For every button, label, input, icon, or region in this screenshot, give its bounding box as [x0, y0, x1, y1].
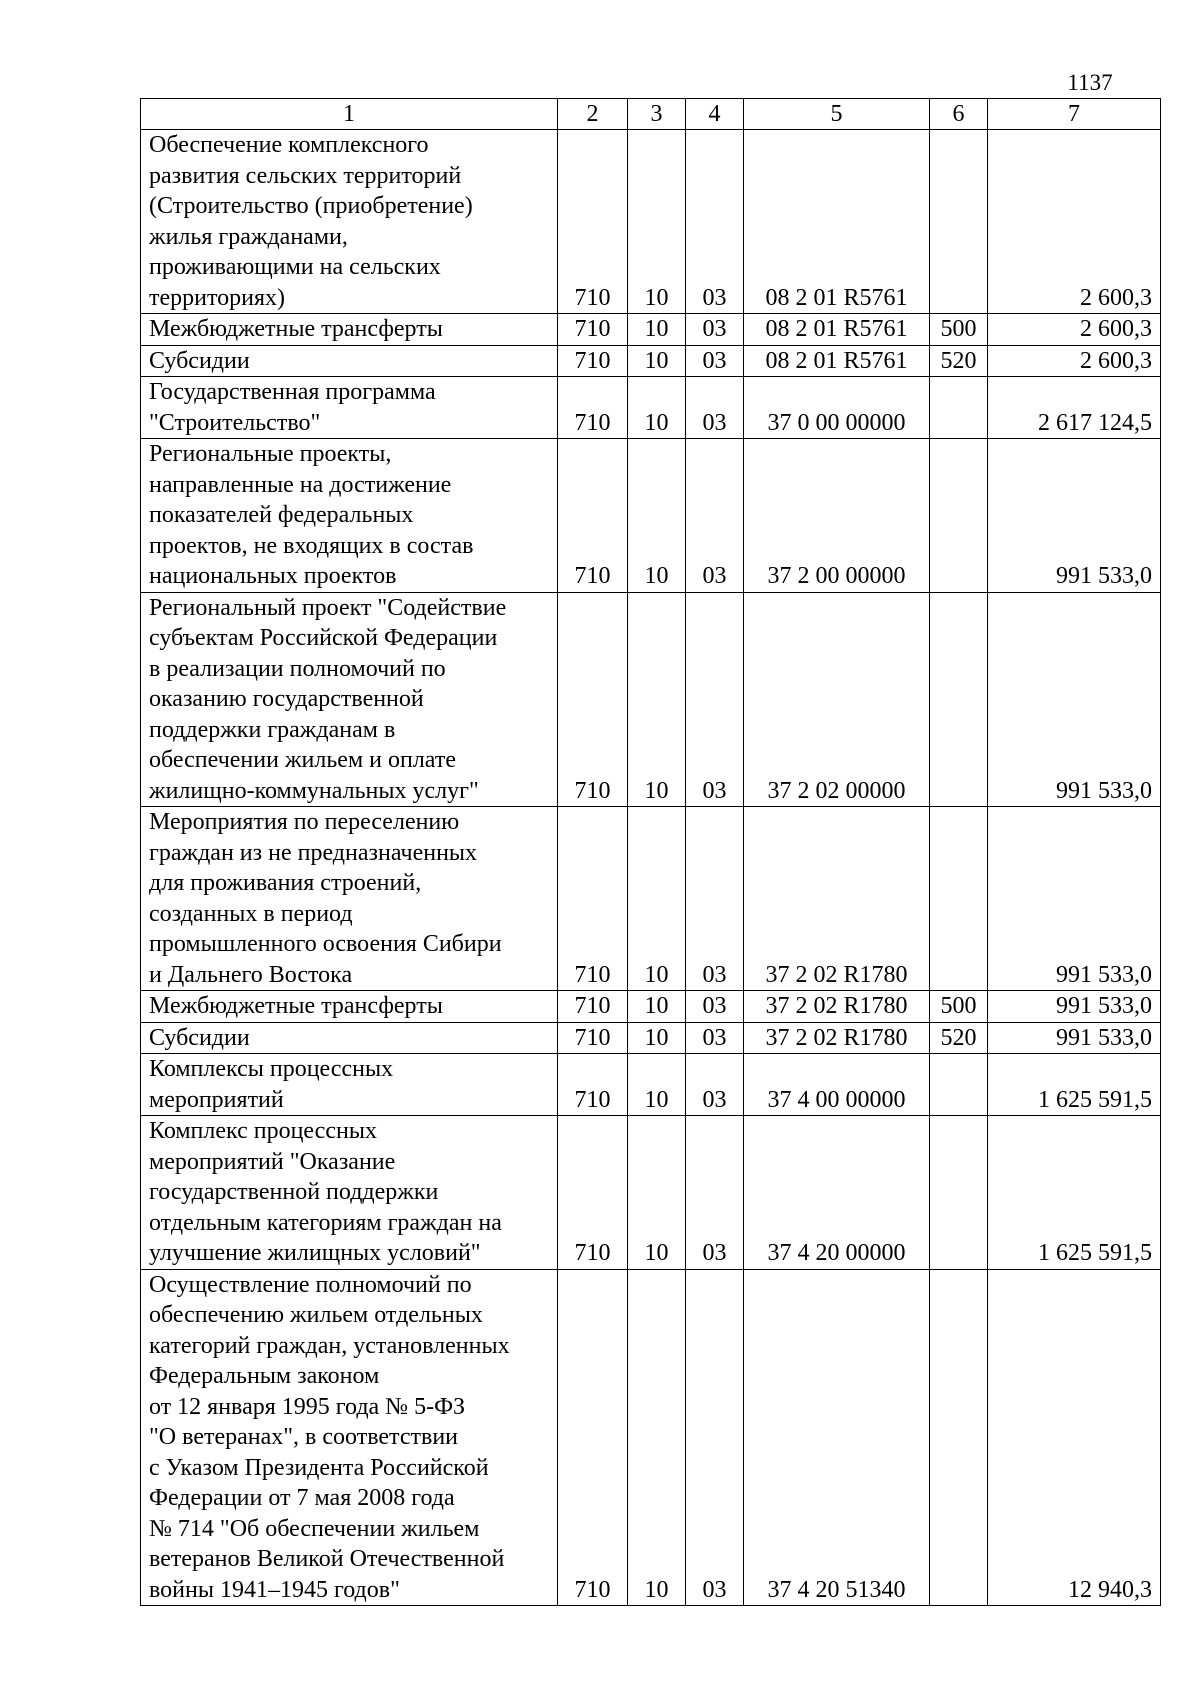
section-code-cell: 10 — [628, 991, 686, 1023]
row-name-line: Мероприятия по переселению — [149, 809, 460, 835]
row-name-line: территориях) — [149, 284, 286, 311]
row-name-line: Государственная программа — [149, 379, 436, 405]
header-col-7: 7 — [988, 99, 1161, 130]
amount-cell: 2 617 124,5 — [988, 377, 1161, 439]
row-name-line: категорий граждан, установленных — [149, 1332, 510, 1359]
amount-cell: 991 533,0 — [988, 439, 1161, 593]
ministry-code-cell: 710 — [558, 345, 628, 377]
row-name-line: обеспечению жильем отдельных — [149, 1302, 483, 1328]
table-row — [141, 592, 1161, 807]
section-code-cell: 10 — [628, 1054, 686, 1116]
table-row — [141, 1116, 1161, 1270]
section-code-cell: 10 — [628, 130, 686, 314]
subsection-code-cell: 03 — [686, 991, 744, 1023]
amount-cell: 1 625 591,5 — [988, 1054, 1161, 1116]
row-name-line: с Указом Президента Российской — [149, 1454, 489, 1481]
expense-type-cell: 520 — [930, 1022, 988, 1054]
section-code-cell: 10 — [628, 439, 686, 593]
header-col-6: 6 — [930, 99, 988, 130]
section-code-cell: 10 — [628, 1022, 686, 1054]
target-article-cell: 37 2 02 R1780 — [744, 1022, 930, 1054]
row-name-cell — [141, 592, 558, 807]
subsection-code-cell: 03 — [686, 1054, 744, 1116]
row-name-cell — [141, 1054, 558, 1116]
ministry-code-cell: 710 — [558, 314, 628, 346]
subsection-code-cell: 03 — [686, 1116, 744, 1270]
row-name-cell — [141, 807, 558, 991]
expense-type-cell — [930, 130, 988, 314]
ministry-code-cell: 710 — [558, 807, 628, 991]
row-name-line: войны 1941–1945 годов" — [149, 1576, 400, 1603]
amount-cell: 991 533,0 — [988, 991, 1161, 1023]
target-article-cell: 37 2 02 R1780 — [744, 991, 930, 1023]
amount-cell: 2 600,3 — [988, 314, 1161, 346]
row-name-line: Федеральным законом — [149, 1363, 380, 1389]
header-col-1: 1 — [141, 99, 558, 130]
row-name-line: Региональный проект "Содействие — [149, 594, 507, 621]
row-name-line: отдельным категориям граждан на — [149, 1209, 502, 1236]
subsection-code-cell: 03 — [686, 592, 744, 807]
amount-cell: 991 533,0 — [988, 807, 1161, 991]
row-name-cell — [141, 377, 558, 439]
ministry-code-cell: 710 — [558, 439, 628, 593]
row-name-line: жилья гражданами, — [149, 223, 348, 250]
subsection-code-cell: 03 — [686, 1022, 744, 1054]
expense-type-cell — [930, 377, 988, 439]
table-row — [141, 314, 1161, 346]
table-row — [141, 1269, 1161, 1606]
expense-type-cell — [930, 1116, 988, 1270]
ministry-code-cell: 710 — [558, 377, 628, 439]
row-name-line: Комплекс процессных — [149, 1118, 377, 1144]
row-name-line: национальных проектов — [149, 563, 397, 589]
section-code-cell: 10 — [628, 314, 686, 346]
row-name-line: "Строительство" — [149, 409, 321, 436]
row-name-line: созданных в период — [149, 900, 353, 927]
amount-cell: 2 600,3 — [988, 130, 1161, 314]
row-name-cell — [141, 1116, 558, 1270]
section-code-cell: 10 — [628, 592, 686, 807]
target-article-cell: 37 2 02 R1780 — [744, 807, 930, 991]
ministry-code-cell: 710 — [558, 1116, 628, 1270]
table-row — [141, 130, 1161, 314]
row-name-line: поддержки гражданам в — [149, 716, 396, 743]
amount-cell: 12 940,3 — [988, 1269, 1161, 1606]
expense-type-cell: 500 — [930, 314, 988, 346]
target-article-cell: 37 4 20 51340 — [744, 1269, 930, 1606]
row-name-line: "О ветеранах", в соответствии — [149, 1424, 458, 1450]
row-name-cell — [141, 314, 558, 346]
amount-cell: 2 600,3 — [988, 345, 1161, 377]
expense-type-cell — [930, 1269, 988, 1606]
row-name-line: обеспечении жильем и оплате — [149, 747, 456, 773]
row-name-cell — [141, 130, 558, 314]
row-name-line: Федерации от 7 мая 2008 года — [149, 1485, 455, 1511]
table-row — [141, 807, 1161, 991]
row-name-line: Осуществление полномочий по — [149, 1271, 472, 1298]
target-article-cell: 37 4 20 00000 — [744, 1116, 930, 1270]
section-code-cell: 10 — [628, 1116, 686, 1270]
row-name-line: государственной поддержки — [149, 1179, 439, 1205]
row-name-cell — [141, 439, 558, 593]
ministry-code-cell: 710 — [558, 1022, 628, 1054]
row-name-cell — [141, 1269, 558, 1606]
row-name-line: улучшение жилищных условий" — [149, 1240, 481, 1266]
page-number: 1137 — [1067, 70, 1113, 95]
row-name-cell — [141, 1022, 558, 1054]
row-name-line: в реализации полномочий по — [149, 655, 446, 682]
header-col-3: 3 — [628, 99, 686, 130]
header-col-4: 4 — [686, 99, 744, 130]
row-name-line: развития сельских территорий — [149, 162, 462, 189]
row-name-line: показателей федеральных — [149, 502, 414, 528]
row-name-line: проектов, не входящих в состав — [149, 532, 474, 559]
target-article-cell: 37 0 00 00000 — [744, 377, 930, 439]
row-name-line: № 714 "Об обеспечении жильем — [149, 1515, 480, 1542]
expense-type-cell — [930, 592, 988, 807]
table-row — [141, 345, 1161, 377]
subsection-code-cell: 03 — [686, 1269, 744, 1606]
row-name-line: граждан из не предназначенных — [149, 839, 478, 866]
target-article-cell: 37 4 00 00000 — [744, 1054, 930, 1116]
target-article-cell: 37 2 00 00000 — [744, 439, 930, 593]
row-name-line: субъектам Российской Федерации — [149, 625, 498, 651]
section-code-cell: 10 — [628, 1269, 686, 1606]
row-name-line: Субсидии — [149, 1024, 250, 1051]
row-name-cell — [141, 345, 558, 377]
subsection-code-cell: 03 — [686, 377, 744, 439]
subsection-code-cell: 03 — [686, 130, 744, 314]
table-row — [141, 1054, 1161, 1116]
budget-table — [140, 98, 1161, 1606]
table-row — [141, 439, 1161, 593]
ministry-code-cell: 710 — [558, 592, 628, 807]
table-row — [141, 377, 1161, 439]
row-name-line: (Строительство (приобретение) — [149, 193, 473, 219]
amount-cell: 991 533,0 — [988, 592, 1161, 807]
row-name-line: и Дальнего Востока — [149, 961, 353, 988]
row-name-line: для проживания строений, — [149, 870, 422, 896]
row-name-line: Межбюджетные трансферты — [149, 316, 443, 342]
expense-type-cell — [930, 1054, 988, 1116]
row-name-line: мероприятий "Оказание — [149, 1148, 396, 1175]
row-name-line: Обеспечение комплексного — [149, 132, 429, 158]
ministry-code-cell: 710 — [558, 991, 628, 1023]
target-article-cell: 08 2 01 R5761 — [744, 314, 930, 346]
expense-type-cell: 520 — [930, 345, 988, 377]
row-name-line: оказанию государственной — [149, 686, 424, 712]
row-name-line: промышленного освоения Сибири — [149, 931, 502, 957]
row-name-line: Комплексы процессных — [149, 1056, 394, 1082]
header-row — [141, 99, 1161, 130]
ministry-code-cell: 710 — [558, 1269, 628, 1606]
header-col-5: 5 — [744, 99, 930, 130]
amount-cell: 991 533,0 — [988, 1022, 1161, 1054]
expense-type-cell — [930, 807, 988, 991]
subsection-code-cell: 03 — [686, 345, 744, 377]
row-name-line: направленные на достижение — [149, 471, 452, 498]
row-name-line: проживающими на сельских — [149, 254, 441, 280]
row-name-cell — [141, 991, 558, 1023]
row-name-line: Межбюджетные трансферты — [149, 993, 443, 1019]
ministry-code-cell: 710 — [558, 130, 628, 314]
table-row — [141, 991, 1161, 1023]
row-name-line: от 12 января 1995 года № 5-ФЗ — [149, 1393, 466, 1420]
section-code-cell: 10 — [628, 377, 686, 439]
table-row — [141, 1022, 1161, 1054]
subsection-code-cell: 03 — [686, 439, 744, 593]
table-body — [141, 130, 1161, 1606]
section-code-cell: 10 — [628, 345, 686, 377]
expense-type-cell: 500 — [930, 991, 988, 1023]
ministry-code-cell: 710 — [558, 1054, 628, 1116]
expense-type-cell — [930, 439, 988, 593]
row-name-line: жилищно-коммунальных услуг" — [149, 777, 479, 804]
target-article-cell: 08 2 01 R5761 — [744, 345, 930, 377]
target-article-cell: 37 2 02 00000 — [744, 592, 930, 807]
amount-cell: 1 625 591,5 — [988, 1116, 1161, 1270]
target-article-cell: 08 2 01 R5761 — [744, 130, 930, 314]
header-col-2: 2 — [558, 99, 628, 130]
section-code-cell: 10 — [628, 807, 686, 991]
row-name-line: Субсидии — [149, 347, 250, 374]
subsection-code-cell: 03 — [686, 314, 744, 346]
subsection-code-cell: 03 — [686, 807, 744, 991]
row-name-line: Региональные проекты, — [149, 441, 392, 467]
row-name-line: мероприятий — [149, 1086, 284, 1113]
row-name-line: ветеранов Великой Отечественной — [149, 1546, 505, 1572]
